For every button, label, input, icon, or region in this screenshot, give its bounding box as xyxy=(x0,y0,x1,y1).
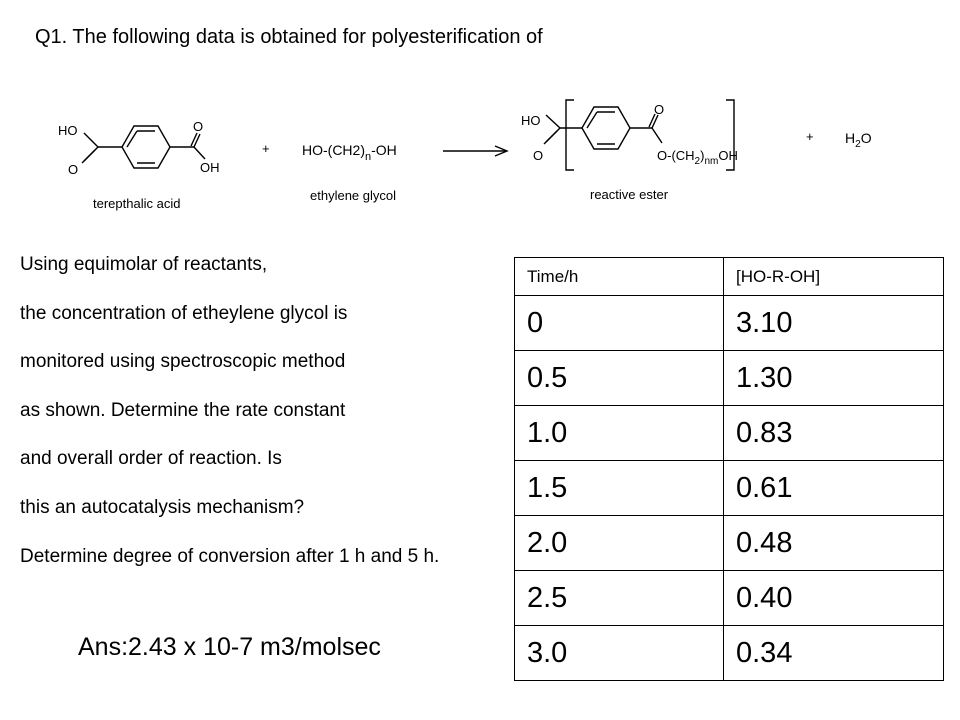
plus-sign-1: + xyxy=(262,141,270,156)
acid-o-bottom-label: O xyxy=(68,162,79,177)
acid-name: terepthalic acid xyxy=(93,196,181,211)
ester-ho-label: HO xyxy=(521,113,541,128)
table-cell-time: 2.5 xyxy=(515,571,724,626)
table-header: [HO-R-OH] xyxy=(724,258,944,296)
statement-line: monitored using spectroscopic method xyxy=(20,351,346,373)
table-row xyxy=(515,571,944,626)
table-cell-concentration: 3.10 xyxy=(724,296,944,351)
table-cell-time: 1.0 xyxy=(515,406,724,461)
ester-benzene-ring xyxy=(582,107,630,149)
statement-line: as shown. Determine the rate constant xyxy=(20,399,346,421)
acid-o-top-label: O xyxy=(193,119,204,134)
table-cell-time: 3.0 xyxy=(515,626,724,681)
table-cell-concentration: 1.30 xyxy=(724,351,944,406)
table-row xyxy=(515,461,944,516)
problem-statement xyxy=(20,254,478,568)
table-cell-concentration: 0.61 xyxy=(724,461,944,516)
ester-name: reactive ester xyxy=(590,187,669,202)
acid-benzene-ring xyxy=(122,126,170,168)
question-title: Q1. The following data is obtained for polyesterification of xyxy=(35,26,543,48)
answer-text: Ans:2.43 x 10-7 m3/molsec xyxy=(78,633,381,661)
statement-line: and overall order of reaction. Is xyxy=(20,448,282,470)
statement-line: Using equimolar of reactants, xyxy=(20,254,268,275)
table-cell-concentration: 0.34 xyxy=(724,626,944,681)
concentration-table xyxy=(514,257,944,681)
ester-o-top-label: O xyxy=(654,102,665,117)
table-cell-concentration: 0.83 xyxy=(724,406,944,461)
glycol-formula: $HO-(CH2)_n-OH$ xyxy=(302,142,397,163)
ester-chain: $O-(CH_2)_nmOH$ xyxy=(657,148,738,167)
table-row xyxy=(515,516,944,571)
plus-sign-2: + xyxy=(806,129,814,144)
reaction-scheme xyxy=(0,85,960,220)
table-cell-time: 2.0 xyxy=(515,516,724,571)
table-header-row xyxy=(515,258,944,296)
table-cell-time: 0.5 xyxy=(515,351,724,406)
acid-ho-label: HO xyxy=(58,123,78,138)
table-cell-time: 1.5 xyxy=(515,461,724,516)
ester-o-left-label: O xyxy=(533,148,544,163)
table-row xyxy=(515,296,944,351)
water-formula: $H_2O$ xyxy=(845,130,872,150)
glycol-name: ethylene glycol xyxy=(310,188,396,203)
statement-line: this an autocatalysis mechanism? xyxy=(20,496,305,518)
table-cell-concentration: 0.40 xyxy=(724,571,944,626)
table-row xyxy=(515,406,944,461)
table-cell-concentration: 0.48 xyxy=(724,516,944,571)
table-cell-time: 0 xyxy=(515,296,724,351)
table-header: Time/h xyxy=(515,258,724,296)
statement-line: Determine degree of conversion after 1 h and 5 h. xyxy=(20,545,440,567)
acid-oh-label: OH xyxy=(200,160,220,175)
statement-line: the concentration of etheylene glycol is xyxy=(20,302,348,324)
table-row xyxy=(515,626,944,681)
table-row xyxy=(515,351,944,406)
